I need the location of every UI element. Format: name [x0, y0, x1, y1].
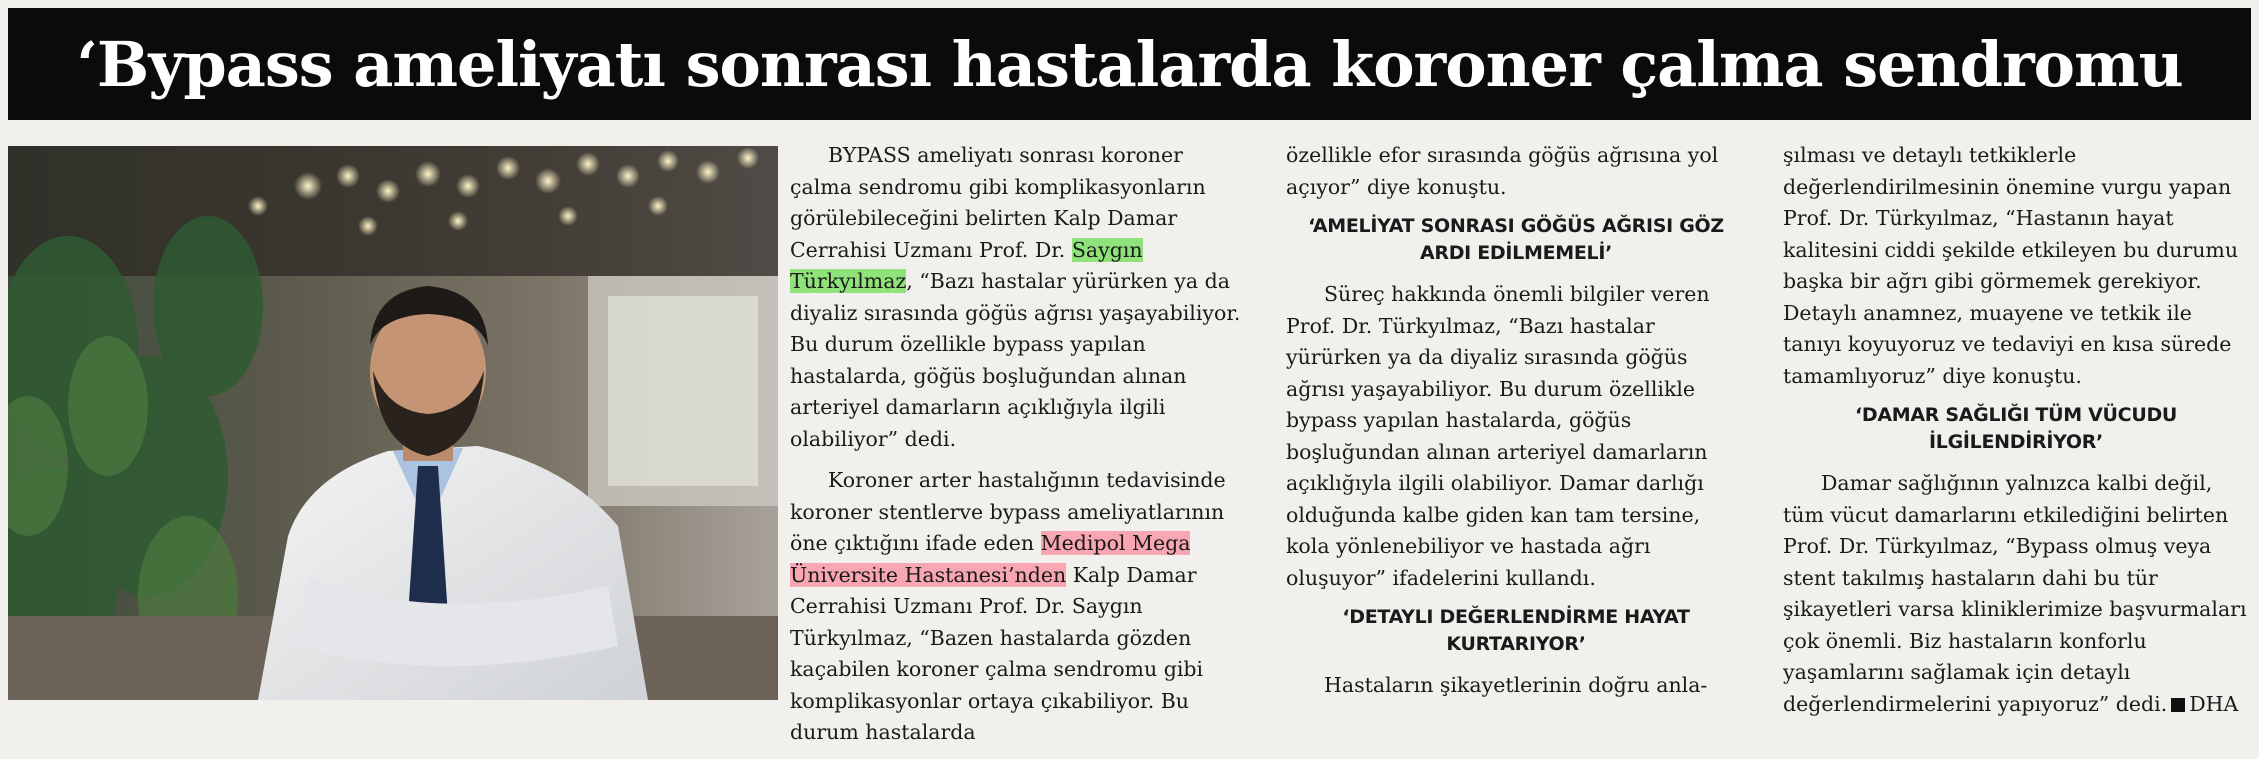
paragraph: Damar sağlığının yalnızca kalbi değil, tüm vücut damarlarını etkilediğini belirten Prof. Dr. Türkyılmaz, “Bypass olmuş veya stent takılmış hastaların dahi bu tür şikayetleri varsa kliniklerimize başvurmaları çok önemli. Biz hastaların konforlu yaşamlarını sağlamak için detaylı değerlendirmelerini yapıyoruz” dedi. DHA: [1783, 471, 2247, 716]
paragraph: Koroner arter hastalığının tedavisinde koroner stentlerve bypass ameliyatlarının öne çıktığını ifade eden Medipol Mega Üniversite Hastanesi’nden Kalp Damar Cerrahisi Uzmanı Prof. Dr. Saygın Türkyılmaz, “Bazen hastalarda gözden kaçabilen koroner çalma sendromu gibi komplikasyonlar ortaya çıkabiliyor. Bu durum hastalarda: [790, 468, 1226, 744]
article-column-2: [1286, 140, 1746, 712]
paragraph: özellikle efor sırasında göğüs ağrısına yol açıyor” diye konuştu.: [1286, 143, 1719, 199]
paragraph: Süreç hakkında önemli bilgiler veren Prof. Dr. Türkyılmaz, “Bazı hastalar yürürken ya da diyaliz sırasında göğüs ağrısı yaşayabiliyor. Bu durum özellikle bypass yapılan hastalarda, göğüs boşluğundan alınan arteriyel damarların açıklığıyla ilgili olabiliyor. Damar darlığı olduğunda kalbe giden kan tam tersine, kola yönlenebiliyor ve hastada ağrı oluşuyor” ifadelerini kullandı.: [1286, 282, 1710, 590]
article-column-1: [790, 140, 1250, 759]
subheading: ‘DETAYLI DEĞERLENDİRME HAYAT KURTARIYOR’: [1342, 606, 1690, 655]
headline: ‘Bypass ameliyatı sonrası hastalarda koroner çalma sendromu: [76, 27, 2183, 101]
subheading: ‘DAMAR SAĞLIĞI TÜM VÜCUDU İLGİLENDİRİYOR’: [1854, 404, 2178, 453]
article-column-3: [1783, 140, 2249, 730]
subheading: ‘AMELİYAT SONRASI GÖĞÜS AĞRISI GÖZ ARDI EDİLMEMELİ’: [1308, 215, 1724, 264]
agency-credit: DHA: [2189, 691, 2239, 716]
highlighted-hospital: Medipol Mega Üniversite Hastanesi’nden: [790, 531, 1191, 587]
paragraph: Hastaların şikayetlerinin doğru anla-: [1324, 673, 1708, 697]
paragraph: şılması ve detaylı tetkiklerle değerlendirilmesinin önemine vurgu yapan Prof. Dr. Türkyılmaz, “Hastanın hayat kalitesini ciddi şekilde etkileyen bu durumu başka bir ağrı gibi görmemek gerekiyor. Detaylı anamnez, muayene ve tetkik ile tanıyı koyuyoruz ve tedaviyi en kısa sürede tamamlıyoruz” diye konuştu.: [1783, 143, 2239, 388]
headline-bar: [8, 8, 2251, 120]
end-mark-icon: [2171, 698, 2185, 712]
highlighted-name: Saygın Türkyılmaz: [790, 237, 1143, 293]
paragraph: BYPASS ameliyatı sonrası koroner çalma sendromu gibi komplikasyonların görülebileceğini belirten Kalp Damar Cerrahisi Uzmanı Prof. Dr. Saygın Türkyılmaz, “Bazı hastalar yürürken ya da diyaliz sırasında göğüs ağrısı yaşayabiliyor. Bu durum özellikle bypass yapılan hastalarda, göğüs boşluğundan alınan arteriyel damarların açıklığıyla ilgili olabiliyor” dedi.: [790, 143, 1241, 451]
doctor-photo: [8, 146, 778, 700]
